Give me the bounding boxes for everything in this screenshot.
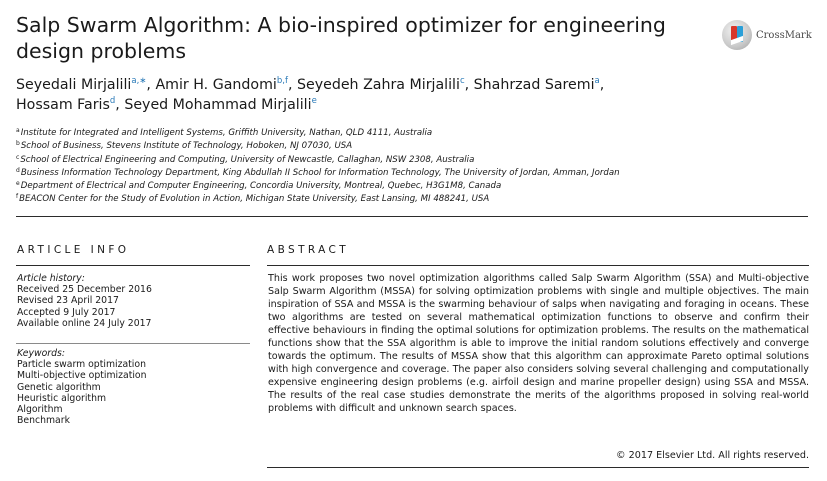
keyword: Heuristic algorithm bbox=[17, 392, 107, 404]
keyword: Particle swarm optimization bbox=[17, 359, 146, 371]
abstract-bottom-divider bbox=[267, 467, 809, 468]
affiliation: $^b$School of Business, Stevens Institute of Technology, Hoboken, NJ 07030, USA bbox=[16, 140, 353, 152]
author-affil-link[interactable]: c bbox=[459, 76, 465, 86]
author[interactable]: Seyed Mohammad Mirjalili$^e$ bbox=[124, 96, 317, 113]
history-item: Revised 23 April 2017 bbox=[17, 295, 119, 307]
history-item: Received 25 December 2016 bbox=[17, 284, 152, 296]
author[interactable]: Seyedali Mirjalili$^{a,∗}$, bbox=[16, 76, 156, 93]
keyword: Benchmark bbox=[17, 415, 70, 427]
keywords-label: Keywords: bbox=[17, 348, 65, 359]
affiliation-list bbox=[16, 127, 796, 207]
abstract-divider bbox=[267, 265, 809, 266]
author[interactable]: Amir H. Gandomi$^{b,f}$, bbox=[155, 76, 297, 93]
article-title: Salp Swarm Algorithm: A bio-inspired optimizer for engineering design problems bbox=[16, 13, 666, 63]
abstract-text: This work proposes two novel optimization algorithms called Salp Swarm Algorithm (SSA) and Multi-objective Salp Swarm Algorithm (MSSA) for solving optimization problems with single and multiple objectives. The main inspiration of SSA and MSSA is the swarming behaviour of salps when navigating and foraging in oceans. These two algorithms are tested on several mathematical optimization functions to observe and confirm their effective behaviours in finding the optimal solutions for optimization problems. The results on the mathematical functions show that the SSA algorithm is able to improve the initial random solutions effectively and converge towards the optimum. The results of MSSA show that this algorithm can approximate Pareto optimal solutions with high convergence and coverage. The paper also considers solving several challenging and computationally expensive engineering design problems (e.g. airfoil design and marine propeller design) using SSA and MSSA. The results of the real case studies demonstrate the merits of the algorithms proposed in solving real-world problems with difficult and unknown search spaces. bbox=[268, 273, 809, 414]
affiliation: $^d$Business Information Technology Department, King Abdullah II School for Information Technology, The University of Jordan, Amman, Jordan bbox=[16, 166, 620, 178]
crossmark-label: CrossMark bbox=[756, 29, 812, 41]
crossmark-icon bbox=[722, 20, 752, 50]
author[interactable]: Hossam Faris$^d$, bbox=[16, 96, 125, 113]
author-list bbox=[16, 75, 696, 115]
keyword: Genetic algorithm bbox=[17, 381, 101, 393]
author-affil-link[interactable]: e bbox=[311, 96, 317, 106]
author-affil-link[interactable]: a,∗ bbox=[131, 76, 147, 86]
crossmark-badge[interactable] bbox=[722, 18, 814, 52]
author-affil-link[interactable]: b,f bbox=[276, 76, 288, 86]
affiliation: $^a$Institute for Integrated and Intelligent Systems, Griffith University, Nathan, QLD 4111, Australia bbox=[16, 127, 433, 138]
section-divider bbox=[16, 216, 808, 217]
keywords bbox=[17, 348, 249, 426]
keyword: Algorithm bbox=[17, 404, 63, 416]
affiliation: $^c$School of Electrical Engineering and Computing, University of Newcastle, Callaghan, NSW 2308, Australia bbox=[16, 153, 475, 165]
article-info-subdivider bbox=[16, 343, 250, 344]
author-affil-link[interactable]: d bbox=[109, 96, 116, 106]
author[interactable]: Seyedeh Zahra Mirjalili$^c$, bbox=[296, 76, 474, 93]
history-item: Available online 24 July 2017 bbox=[17, 317, 152, 329]
author[interactable]: Shahrzad Saremi$^a$, bbox=[473, 76, 605, 93]
article-info-divider bbox=[16, 265, 250, 266]
affiliation: $^e$Department of Electrical and Computer Engineering, Concordia University, Montreal, Quebec, H3G1M8, Canada bbox=[16, 180, 502, 192]
article-info-heading: ARTICLE INFO bbox=[17, 244, 130, 256]
article-history bbox=[17, 273, 249, 329]
affiliation: $^f$BEACON Center for the Study of Evolution in Action, Michigan State University, East Lansing, MI 488241, USA bbox=[16, 193, 490, 205]
history-label: Article history: bbox=[17, 273, 85, 284]
keyword: Multi-objective optimization bbox=[17, 370, 147, 382]
abstract-heading: ABSTRACT bbox=[267, 244, 350, 256]
history-item: Accepted 9 July 2017 bbox=[17, 306, 116, 318]
copyright-notice: © 2017 Elsevier Ltd. All rights reserved. bbox=[615, 450, 809, 461]
author-affil-link[interactable]: a bbox=[594, 76, 600, 86]
